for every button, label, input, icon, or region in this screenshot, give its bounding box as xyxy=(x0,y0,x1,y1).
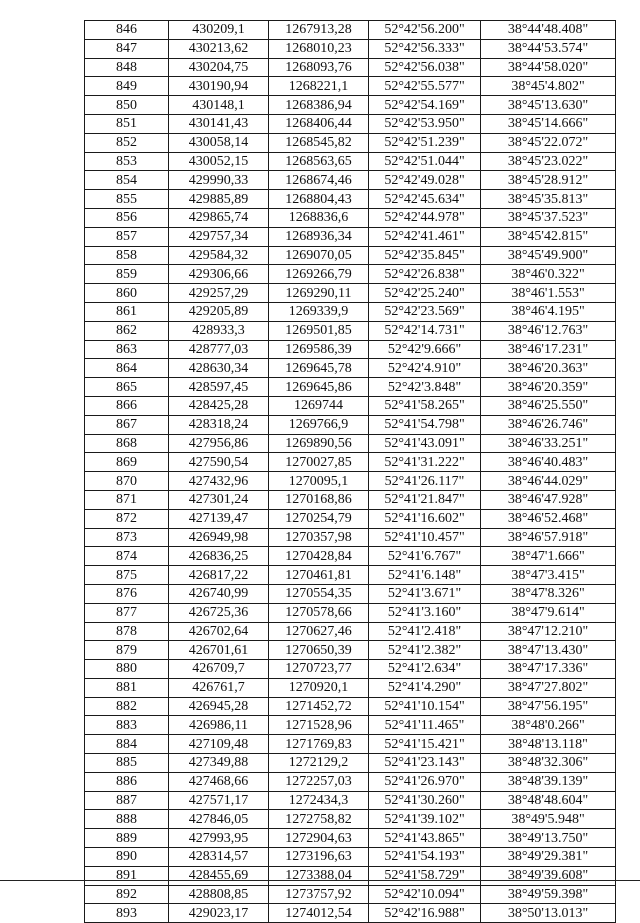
table-row xyxy=(85,96,616,115)
longitude-cell: 38°47'9.614" xyxy=(481,603,616,622)
x-coordinate-cell: 427349,88 xyxy=(169,754,269,773)
table-row xyxy=(85,133,616,152)
point-number-cell: 853 xyxy=(85,152,169,171)
latitude-cell: 52°41'30.260" xyxy=(369,791,481,810)
table-row xyxy=(85,810,616,829)
x-coordinate-cell: 428777,03 xyxy=(169,340,269,359)
longitude-cell: 38°49'5.948" xyxy=(481,810,616,829)
x-coordinate-cell: 427301,24 xyxy=(169,490,269,509)
longitude-cell: 38°50'13.013" xyxy=(481,904,616,923)
x-coordinate-cell: 430052,15 xyxy=(169,152,269,171)
longitude-cell: 38°44'53.574" xyxy=(481,39,616,58)
table-row xyxy=(85,622,616,641)
y-coordinate-cell: 1274012,54 xyxy=(269,904,369,923)
y-coordinate-cell: 1268221,1 xyxy=(269,77,369,96)
point-number-cell: 876 xyxy=(85,584,169,603)
point-number-cell: 858 xyxy=(85,246,169,265)
x-coordinate-cell: 426725,36 xyxy=(169,603,269,622)
y-coordinate-cell: 1270168,86 xyxy=(269,490,369,509)
latitude-cell: 52°42'56.038" xyxy=(369,58,481,77)
latitude-cell: 52°42'54.169" xyxy=(369,96,481,115)
table-row xyxy=(85,866,616,885)
x-coordinate-cell: 430058,14 xyxy=(169,133,269,152)
x-coordinate-cell: 429257,29 xyxy=(169,284,269,303)
x-coordinate-cell: 430204,75 xyxy=(169,58,269,77)
x-coordinate-cell: 429990,33 xyxy=(169,171,269,190)
longitude-cell: 38°47'13.430" xyxy=(481,641,616,660)
x-coordinate-cell: 428455,69 xyxy=(169,866,269,885)
longitude-cell: 38°48'39.139" xyxy=(481,772,616,791)
longitude-cell: 38°48'0.266" xyxy=(481,716,616,735)
latitude-cell: 52°41'58.265" xyxy=(369,396,481,415)
latitude-cell: 52°42'9.666" xyxy=(369,340,481,359)
footer-divider xyxy=(0,880,640,881)
latitude-cell: 52°42'25.240" xyxy=(369,284,481,303)
longitude-cell: 38°46'25.550" xyxy=(481,396,616,415)
point-number-cell: 890 xyxy=(85,848,169,867)
point-number-cell: 860 xyxy=(85,284,169,303)
point-number-cell: 892 xyxy=(85,885,169,904)
longitude-cell: 38°46'17.231" xyxy=(481,340,616,359)
table-row xyxy=(85,114,616,133)
longitude-cell: 38°49'59.398" xyxy=(481,885,616,904)
latitude-cell: 52°41'10.457" xyxy=(369,528,481,547)
coordinates-table-body xyxy=(85,21,616,923)
x-coordinate-cell: 426702,64 xyxy=(169,622,269,641)
y-coordinate-cell: 1268674,46 xyxy=(269,171,369,190)
table-row xyxy=(85,566,616,585)
latitude-cell: 52°41'3.671" xyxy=(369,584,481,603)
table-row xyxy=(85,660,616,679)
table-row xyxy=(85,227,616,246)
x-coordinate-cell: 429885,89 xyxy=(169,190,269,209)
point-number-cell: 848 xyxy=(85,58,169,77)
point-number-cell: 866 xyxy=(85,396,169,415)
table-row xyxy=(85,340,616,359)
x-coordinate-cell: 426701,61 xyxy=(169,641,269,660)
y-coordinate-cell: 1268093,76 xyxy=(269,58,369,77)
y-coordinate-cell: 1271528,96 xyxy=(269,716,369,735)
point-number-cell: 877 xyxy=(85,603,169,622)
point-number-cell: 854 xyxy=(85,171,169,190)
x-coordinate-cell: 426949,98 xyxy=(169,528,269,547)
longitude-cell: 38°45'37.523" xyxy=(481,208,616,227)
latitude-cell: 52°42'3.848" xyxy=(369,378,481,397)
y-coordinate-cell: 1270723,77 xyxy=(269,660,369,679)
x-coordinate-cell: 426709,7 xyxy=(169,660,269,679)
longitude-cell: 38°46'20.359" xyxy=(481,378,616,397)
point-number-cell: 887 xyxy=(85,791,169,810)
y-coordinate-cell: 1269890,56 xyxy=(269,434,369,453)
point-number-cell: 850 xyxy=(85,96,169,115)
table-row xyxy=(85,396,616,415)
point-number-cell: 893 xyxy=(85,904,169,923)
x-coordinate-cell: 427846,05 xyxy=(169,810,269,829)
y-coordinate-cell: 1269290,11 xyxy=(269,284,369,303)
longitude-cell: 38°47'12.210" xyxy=(481,622,616,641)
table-row xyxy=(85,848,616,867)
x-coordinate-cell: 426817,22 xyxy=(169,566,269,585)
latitude-cell: 52°42'23.569" xyxy=(369,302,481,321)
point-number-cell: 869 xyxy=(85,453,169,472)
x-coordinate-cell: 429306,66 xyxy=(169,265,269,284)
table-row xyxy=(85,58,616,77)
longitude-cell: 38°45'49.900" xyxy=(481,246,616,265)
coordinates-table xyxy=(84,20,616,923)
longitude-cell: 38°45'13.630" xyxy=(481,96,616,115)
longitude-cell: 38°48'32.306" xyxy=(481,754,616,773)
point-number-cell: 872 xyxy=(85,509,169,528)
latitude-cell: 52°42'26.838" xyxy=(369,265,481,284)
table-row xyxy=(85,321,616,340)
longitude-cell: 38°46'47.928" xyxy=(481,490,616,509)
table-row xyxy=(85,754,616,773)
y-coordinate-cell: 1269339,9 xyxy=(269,302,369,321)
latitude-cell: 52°41'11.465" xyxy=(369,716,481,735)
latitude-cell: 52°41'26.970" xyxy=(369,772,481,791)
x-coordinate-cell: 428314,57 xyxy=(169,848,269,867)
y-coordinate-cell: 1269501,85 xyxy=(269,321,369,340)
point-number-cell: 864 xyxy=(85,359,169,378)
point-number-cell: 855 xyxy=(85,190,169,209)
latitude-cell: 52°41'39.102" xyxy=(369,810,481,829)
y-coordinate-cell: 1270554,35 xyxy=(269,584,369,603)
latitude-cell: 52°41'6.767" xyxy=(369,547,481,566)
table-row xyxy=(85,509,616,528)
table-row xyxy=(85,284,616,303)
table-row xyxy=(85,547,616,566)
point-number-cell: 875 xyxy=(85,566,169,585)
y-coordinate-cell: 1270027,85 xyxy=(269,453,369,472)
x-coordinate-cell: 428425,28 xyxy=(169,396,269,415)
latitude-cell: 52°42'51.239" xyxy=(369,133,481,152)
y-coordinate-cell: 1270357,98 xyxy=(269,528,369,547)
table-row xyxy=(85,490,616,509)
x-coordinate-cell: 427956,86 xyxy=(169,434,269,453)
y-coordinate-cell: 1271769,83 xyxy=(269,735,369,754)
x-coordinate-cell: 427139,47 xyxy=(169,509,269,528)
latitude-cell: 52°42'16.988" xyxy=(369,904,481,923)
latitude-cell: 52°41'16.602" xyxy=(369,509,481,528)
table-row xyxy=(85,716,616,735)
point-number-cell: 870 xyxy=(85,472,169,491)
point-number-cell: 873 xyxy=(85,528,169,547)
x-coordinate-cell: 430190,94 xyxy=(169,77,269,96)
latitude-cell: 52°42'44.978" xyxy=(369,208,481,227)
point-number-cell: 884 xyxy=(85,735,169,754)
point-number-cell: 846 xyxy=(85,21,169,40)
table-row xyxy=(85,885,616,904)
point-number-cell: 880 xyxy=(85,660,169,679)
point-number-cell: 849 xyxy=(85,77,169,96)
y-coordinate-cell: 1270428,84 xyxy=(269,547,369,566)
x-coordinate-cell: 429584,32 xyxy=(169,246,269,265)
latitude-cell: 52°41'3.160" xyxy=(369,603,481,622)
longitude-cell: 38°46'57.918" xyxy=(481,528,616,547)
latitude-cell: 52°41'54.798" xyxy=(369,415,481,434)
x-coordinate-cell: 426945,28 xyxy=(169,697,269,716)
longitude-cell: 38°46'12.763" xyxy=(481,321,616,340)
point-number-cell: 883 xyxy=(85,716,169,735)
table-row xyxy=(85,171,616,190)
latitude-cell: 52°42'51.044" xyxy=(369,152,481,171)
table-row xyxy=(85,302,616,321)
latitude-cell: 52°41'54.193" xyxy=(369,848,481,867)
table-row xyxy=(85,791,616,810)
y-coordinate-cell: 1268406,44 xyxy=(269,114,369,133)
x-coordinate-cell: 426836,25 xyxy=(169,547,269,566)
longitude-cell: 38°46'4.195" xyxy=(481,302,616,321)
latitude-cell: 52°42'56.200" xyxy=(369,21,481,40)
longitude-cell: 38°49'29.381" xyxy=(481,848,616,867)
longitude-cell: 38°46'33.251" xyxy=(481,434,616,453)
longitude-cell: 38°47'1.666" xyxy=(481,547,616,566)
longitude-cell: 38°49'39.608" xyxy=(481,866,616,885)
table-row xyxy=(85,378,616,397)
longitude-cell: 38°46'26.746" xyxy=(481,415,616,434)
longitude-cell: 38°46'44.029" xyxy=(481,472,616,491)
longitude-cell: 38°47'56.195" xyxy=(481,697,616,716)
latitude-cell: 52°41'23.143" xyxy=(369,754,481,773)
x-coordinate-cell: 426986,11 xyxy=(169,716,269,735)
x-coordinate-cell: 427468,66 xyxy=(169,772,269,791)
x-coordinate-cell: 428597,45 xyxy=(169,378,269,397)
x-coordinate-cell: 428808,85 xyxy=(169,885,269,904)
table-row xyxy=(85,528,616,547)
longitude-cell: 38°46'20.363" xyxy=(481,359,616,378)
y-coordinate-cell: 1273196,63 xyxy=(269,848,369,867)
y-coordinate-cell: 1270627,46 xyxy=(269,622,369,641)
y-coordinate-cell: 1270254,79 xyxy=(269,509,369,528)
x-coordinate-cell: 426761,7 xyxy=(169,678,269,697)
table-row xyxy=(85,246,616,265)
latitude-cell: 52°42'41.461" xyxy=(369,227,481,246)
point-number-cell: 847 xyxy=(85,39,169,58)
point-number-cell: 857 xyxy=(85,227,169,246)
point-number-cell: 863 xyxy=(85,340,169,359)
y-coordinate-cell: 1271452,72 xyxy=(269,697,369,716)
y-coordinate-cell: 1270650,39 xyxy=(269,641,369,660)
latitude-cell: 52°42'4.910" xyxy=(369,359,481,378)
longitude-cell: 38°45'42.815" xyxy=(481,227,616,246)
longitude-cell: 38°47'17.336" xyxy=(481,660,616,679)
latitude-cell: 52°41'2.382" xyxy=(369,641,481,660)
y-coordinate-cell: 1268010,23 xyxy=(269,39,369,58)
point-number-cell: 859 xyxy=(85,265,169,284)
table-row xyxy=(85,678,616,697)
latitude-cell: 52°41'43.865" xyxy=(369,829,481,848)
y-coordinate-cell: 1268545,82 xyxy=(269,133,369,152)
x-coordinate-cell: 427109,48 xyxy=(169,735,269,754)
longitude-cell: 38°46'1.553" xyxy=(481,284,616,303)
latitude-cell: 52°41'2.634" xyxy=(369,660,481,679)
point-number-cell: 851 xyxy=(85,114,169,133)
latitude-cell: 52°42'55.577" xyxy=(369,77,481,96)
table-row xyxy=(85,265,616,284)
y-coordinate-cell: 1270920,1 xyxy=(269,678,369,697)
x-coordinate-cell: 429023,17 xyxy=(169,904,269,923)
x-coordinate-cell: 430141,43 xyxy=(169,114,269,133)
point-number-cell: 861 xyxy=(85,302,169,321)
latitude-cell: 52°42'35.845" xyxy=(369,246,481,265)
table-row xyxy=(85,735,616,754)
longitude-cell: 38°47'3.415" xyxy=(481,566,616,585)
table-row xyxy=(85,359,616,378)
latitude-cell: 52°41'4.290" xyxy=(369,678,481,697)
x-coordinate-cell: 427590,54 xyxy=(169,453,269,472)
x-coordinate-cell: 430209,1 xyxy=(169,21,269,40)
latitude-cell: 52°41'43.091" xyxy=(369,434,481,453)
x-coordinate-cell: 428933,3 xyxy=(169,321,269,340)
point-number-cell: 862 xyxy=(85,321,169,340)
longitude-cell: 38°45'14.666" xyxy=(481,114,616,133)
x-coordinate-cell: 430213,62 xyxy=(169,39,269,58)
y-coordinate-cell: 1269766,9 xyxy=(269,415,369,434)
table-row xyxy=(85,152,616,171)
latitude-cell: 52°41'26.117" xyxy=(369,472,481,491)
point-number-cell: 888 xyxy=(85,810,169,829)
point-number-cell: 886 xyxy=(85,772,169,791)
latitude-cell: 52°41'2.418" xyxy=(369,622,481,641)
point-number-cell: 871 xyxy=(85,490,169,509)
longitude-cell: 38°45'28.912" xyxy=(481,171,616,190)
longitude-cell: 38°46'52.468" xyxy=(481,509,616,528)
x-coordinate-cell: 426740,99 xyxy=(169,584,269,603)
y-coordinate-cell: 1269744 xyxy=(269,396,369,415)
x-coordinate-cell: 427571,17 xyxy=(169,791,269,810)
x-coordinate-cell: 428318,24 xyxy=(169,415,269,434)
table-row xyxy=(85,603,616,622)
y-coordinate-cell: 1272129,2 xyxy=(269,754,369,773)
y-coordinate-cell: 1269586,39 xyxy=(269,340,369,359)
y-coordinate-cell: 1268804,43 xyxy=(269,190,369,209)
y-coordinate-cell: 1272904,63 xyxy=(269,829,369,848)
x-coordinate-cell: 427993,95 xyxy=(169,829,269,848)
y-coordinate-cell: 1272434,3 xyxy=(269,791,369,810)
y-coordinate-cell: 1270578,66 xyxy=(269,603,369,622)
latitude-cell: 52°41'15.421" xyxy=(369,735,481,754)
latitude-cell: 52°42'10.094" xyxy=(369,885,481,904)
point-number-cell: 856 xyxy=(85,208,169,227)
point-number-cell: 878 xyxy=(85,622,169,641)
y-coordinate-cell: 1268386,94 xyxy=(269,96,369,115)
y-coordinate-cell: 1273388,04 xyxy=(269,866,369,885)
y-coordinate-cell: 1269070,05 xyxy=(269,246,369,265)
latitude-cell: 52°41'10.154" xyxy=(369,697,481,716)
table-row xyxy=(85,584,616,603)
latitude-cell: 52°41'21.847" xyxy=(369,490,481,509)
longitude-cell: 38°48'13.118" xyxy=(481,735,616,754)
table-row xyxy=(85,208,616,227)
longitude-cell: 38°45'4.802" xyxy=(481,77,616,96)
longitude-cell: 38°49'13.750" xyxy=(481,829,616,848)
y-coordinate-cell: 1272758,82 xyxy=(269,810,369,829)
latitude-cell: 52°42'45.634" xyxy=(369,190,481,209)
y-coordinate-cell: 1267913,28 xyxy=(269,21,369,40)
y-coordinate-cell: 1270095,1 xyxy=(269,472,369,491)
y-coordinate-cell: 1269645,78 xyxy=(269,359,369,378)
y-coordinate-cell: 1269266,79 xyxy=(269,265,369,284)
longitude-cell: 38°44'48.408" xyxy=(481,21,616,40)
x-coordinate-cell: 428630,34 xyxy=(169,359,269,378)
y-coordinate-cell: 1268936,34 xyxy=(269,227,369,246)
table-row xyxy=(85,904,616,923)
latitude-cell: 52°42'53.950" xyxy=(369,114,481,133)
latitude-cell: 52°41'6.148" xyxy=(369,566,481,585)
x-coordinate-cell: 429757,34 xyxy=(169,227,269,246)
table-row xyxy=(85,190,616,209)
point-number-cell: 852 xyxy=(85,133,169,152)
table-row xyxy=(85,772,616,791)
y-coordinate-cell: 1273757,92 xyxy=(269,885,369,904)
point-number-cell: 874 xyxy=(85,547,169,566)
latitude-cell: 52°42'49.028" xyxy=(369,171,481,190)
y-coordinate-cell: 1272257,03 xyxy=(269,772,369,791)
longitude-cell: 38°46'0.322" xyxy=(481,265,616,284)
point-number-cell: 889 xyxy=(85,829,169,848)
point-number-cell: 881 xyxy=(85,678,169,697)
point-number-cell: 885 xyxy=(85,754,169,773)
table-row xyxy=(85,434,616,453)
table-row xyxy=(85,641,616,660)
y-coordinate-cell: 1268563,65 xyxy=(269,152,369,171)
longitude-cell: 38°44'58.020" xyxy=(481,58,616,77)
table-row xyxy=(85,697,616,716)
y-coordinate-cell: 1269645,86 xyxy=(269,378,369,397)
point-number-cell: 868 xyxy=(85,434,169,453)
point-number-cell: 867 xyxy=(85,415,169,434)
latitude-cell: 52°41'31.222" xyxy=(369,453,481,472)
y-coordinate-cell: 1268836,6 xyxy=(269,208,369,227)
x-coordinate-cell: 429865,74 xyxy=(169,208,269,227)
point-number-cell: 891 xyxy=(85,866,169,885)
table-row xyxy=(85,39,616,58)
point-number-cell: 879 xyxy=(85,641,169,660)
table-row xyxy=(85,472,616,491)
x-coordinate-cell: 427432,96 xyxy=(169,472,269,491)
latitude-cell: 52°42'14.731" xyxy=(369,321,481,340)
table-row xyxy=(85,21,616,40)
x-coordinate-cell: 429205,89 xyxy=(169,302,269,321)
y-coordinate-cell: 1270461,81 xyxy=(269,566,369,585)
x-coordinate-cell: 430148,1 xyxy=(169,96,269,115)
longitude-cell: 38°45'23.022" xyxy=(481,152,616,171)
table-row xyxy=(85,77,616,96)
longitude-cell: 38°48'48.604" xyxy=(481,791,616,810)
table-row xyxy=(85,453,616,472)
point-number-cell: 865 xyxy=(85,378,169,397)
latitude-cell: 52°42'56.333" xyxy=(369,39,481,58)
table-row xyxy=(85,415,616,434)
point-number-cell: 882 xyxy=(85,697,169,716)
longitude-cell: 38°45'35.813" xyxy=(481,190,616,209)
longitude-cell: 38°46'40.483" xyxy=(481,453,616,472)
longitude-cell: 38°47'27.802" xyxy=(481,678,616,697)
table-row xyxy=(85,829,616,848)
longitude-cell: 38°45'22.072" xyxy=(481,133,616,152)
longitude-cell: 38°47'8.326" xyxy=(481,584,616,603)
latitude-cell: 52°41'58.729" xyxy=(369,866,481,885)
